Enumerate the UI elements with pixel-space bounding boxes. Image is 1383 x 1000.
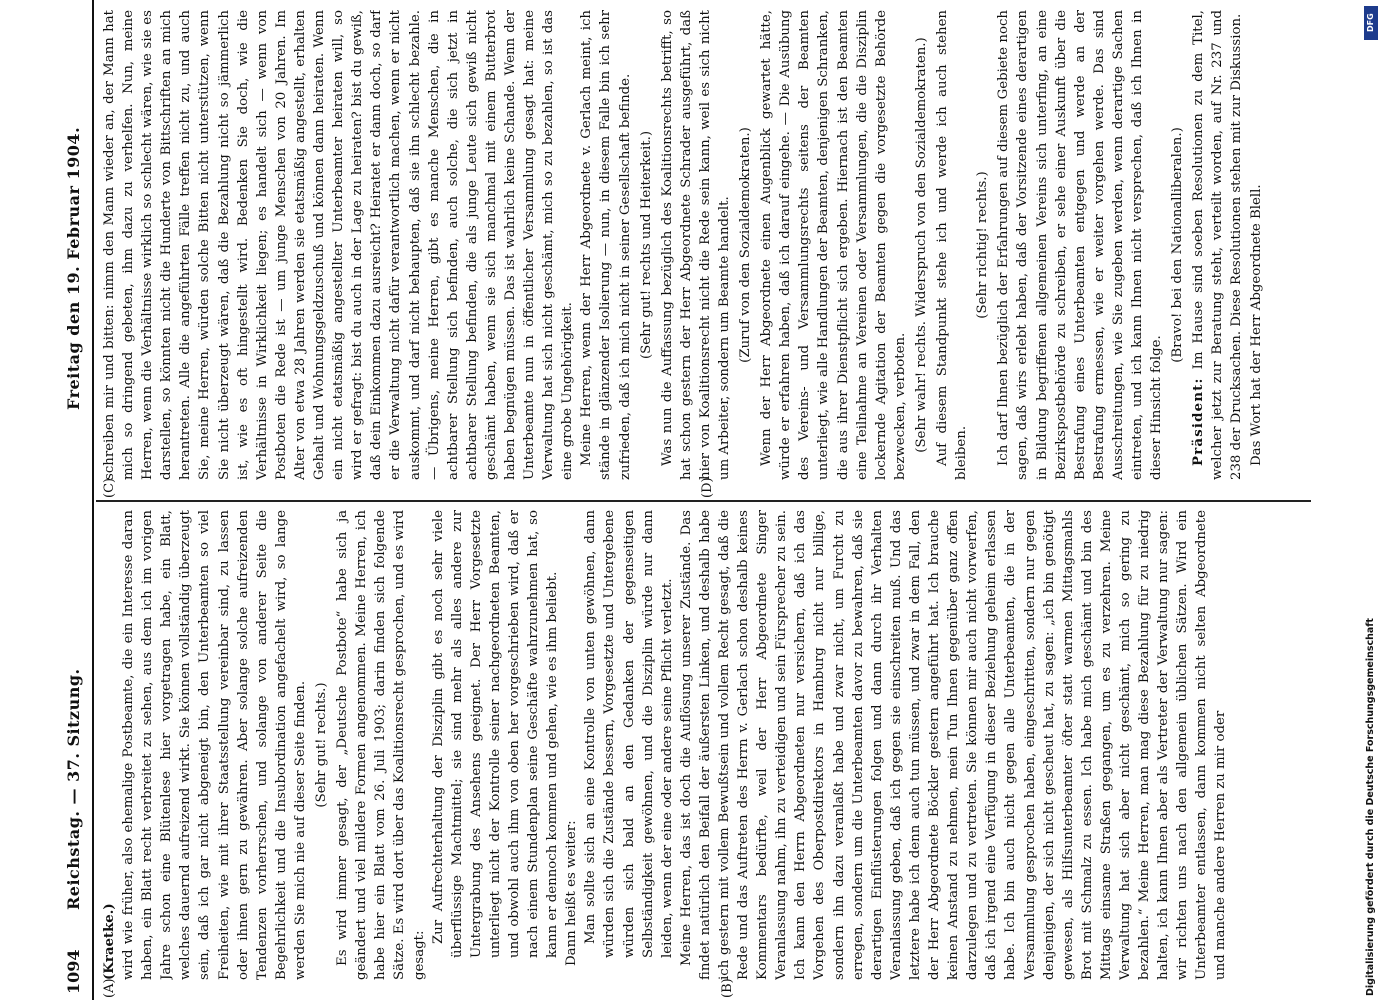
left-column [100,510,1310,980]
reaction: (Sehr wahr! rechts. Widerspruch von den Sozialdemokraten.) [913,37,929,453]
reaction: (Bravo! bei den Nationalliberalen.) [1170,127,1186,363]
header-rule [92,0,94,1000]
right-column [100,10,1310,480]
dfg-logo: DFG [1364,6,1378,40]
paragraph: Was nun die Auffassung bezüglich des Koalitionsrechts betrifft, so hat schon gestern der Herr Abgeordnete Schrader ausgeführt, daß hier von Koalitionsrecht nicht die Rede sein kann, weil es sich nicht um Arbeiter, sondern um Beamte handelt. [659,10,732,480]
paragraph: Es wird immer gesagt, der „Deutsche Postbote“ habe sich ja geändert und viel mildere Formen angenommen. Meine Herren, ich habe hier ein Blatt vom 26. Juli 1903; darin finden sich folgende Sätze. Es wird dort über das Koalitionsrecht gesprochen, und es wird gesagt: [335,510,427,980]
paragraph: Ich darf Ihnen bezüglich der Erfahrungen auf diesem Gebiete noch sagen, daß wirs erlebt haben, daß der Vorsitzende eines derartigen in Bildung begriffenen allgemeinen Vereins sich unterfing, an eine Bezirkspostbehörde zu schreiben, er sehe einer Auskunft über die Bestrafung eines Unterbeamten entgegen und werde an der Bestrafung ermessen, wie er weiter vorgehen werde. Das sind Ausschreitungen, wie Sie zugeben werden, wenn derartige Sachen eintreten, und ich kann Ihnen nicht versprechen, daß ich Ihnen in dieser Hinsicht folge. [996,10,1165,480]
page-number: 1094 [64,949,83,994]
paragraph: Wenn der Herr Abgeordnete einen Augenblick gewartet hätte, würde er erfahren haben, daß ich darauf eingehe. — Die Ausübung des Vereins- und Versammlungsrechts seitens der Beamten unterliegt, wie alle Handlungen der Beamten, denjenigen Schranken, die aus ihrer Dienstpflicht sich ergeben. Hiernach ist den Beamten eine Teilnahme an Vereinen oder Versammlungen, die die Disziplin lockernde Agitation der Beamten gegen die vorgesetzte Behörde bezwecken, verboten. [759,10,908,480]
digitization-text: Digitalisierung gefördert durch die Deutsche Forschungsgemeinschaft [1365,618,1376,996]
column-divider [96,500,1311,502]
paragraph: Dann heißt es weiter: [564,820,580,966]
paragraph: Auf diesem Standpunkt stehe ich und werde ich auch stehen bleiben. [935,10,970,480]
margin-letter-c: (C) [102,477,117,498]
president-label: Präsident: [1191,377,1207,466]
reaction: (Zuruf von den Sozialdemokraten.) [738,127,754,363]
margin-letter-b: (B) [720,978,735,998]
paragraph: schreiben mir und bitten: nimm den Mann wieder an, der Mann hat mich so dringend gebeten, ihm dazu zu verhelfen. Nun, meine Herren, wenn die Verhältnisse wirklich so schlecht wären, wie sie es darstellen, so könnten nicht die Hunderte von Bittschriften an mich herantreten. Alle die angeführten Fälle treffen nicht zu, und auch Sie, meine Herren, würden solche Bitten nicht unterstützen, wenn Sie nicht überzeugt wären, daß die Bezahlung nicht so jämmerlich ist, wie es oft hingestellt wird. Bedenken Sie doch, wie die Verhältnisse in Wirklichkeit liegen; es handelt sich — wenn von Postboten die Rede ist — um junge Menschen von 20 Jahren. Im Alter von etwa 28 Jahren werden sie etatsmäßig angestellt, erhalten Gehalt und Wohnungsgeldzuschuß und können dann heiraten. Wenn ein nicht etatsmäßig angestellter Unterbeamter heiraten will, so wird er gefragt: bist du auch in der Lage zu heiraten? bist du gewiß, daß dein Einkommen dazu ausreicht? Heiratet er dann doch, so darf er die Verwaltung nicht dafür verantwortlich machen, wenn er nicht auskommt, und darf nicht behaupten, daß sie ihn schlecht bezahle. — Übrigens, meine Herren, gibt es manche Menschen, die in achtbarer Stellung sich befinden, auch solche, die sich jetzt in achtbarer Stellung befinden, die als junge Leute sich gewiß nicht geschämt haben, wenn sie sich manchmal mit einem Butterbrot haben begnügen müssen. Das ist wahrlich keine Schande. Wenn der Unterbeamte nun in öffentlicher Versammlung gesagt hat: meine Verwaltung hat sich nicht geschämt, mich so zu bezahlen, so ist das eine grobe Ungehörigkeit. [102,10,576,480]
quote: Zur Aufrechterhaltung der Disziplin gibt es noch sehr viele überflüssige Machtmittel; sie sind mehr als alles andere zur Untergrabung des Ansehens geeignet. Der Herr Vorgesetzte unterliegt nicht der Kontrolle seiner nachgeordneten Beamten, und obwohl auch ihm von oben her vorgeschrieben wird, daß er nach einem Stundenplan seine Geschäfte wahrzunehmen hat, so kann er dennoch kommen und gehen, wie es ihm beliebt. [430,510,561,958]
paragraph: Das Wort hat der Herr Abgeordnete Blell. [1248,184,1264,466]
president-paragraph [1189,10,1246,480]
reaction: (Sehr gut! rechts.) [314,682,330,808]
reaction: (Sehr gut! rechts und Heiterkeit.) [638,130,654,360]
quote: Man sollte sich an eine Kontrolle von unten gewöhnen, dann würden sich die Zustände bessern, Vorgesetzte und Untergebene würden sich bald an den Gedanken der gegenseitigen Selbständigkeit gewöhnen, und die Disziplin würde nur dann leiden, wenn der eine oder andere seine Pflicht verletzt. [583,510,675,958]
president-text: Im Hause sind soeben Resolutionen zu dem Titel, welcher jetzt zur Beratung steht, verteilt worden, auf Nr. 237 und 238 der Drucksachen. Diese Resolutionen stehen mit zur Diskussion. [1191,10,1245,480]
margin-letter-d: (D) [700,477,715,498]
paragraph: wird wie früher, also ehemalige Postbeamte, die ein Interesse daran haben, ein Blatt recht verbreitet zu sehen, aus dem ich im vorigen Jahre schon eine Blütenlese hier vorgetragen habe, ein Blatt, welches dauernd aufreizend wirkt. Sie können vollständig überzeugt sein, daß ich gar nicht abgeneigt bin, den Unterbeamten so viel Freiheiten, wie mit ihrer Staatsstellung vereinbar sind, zu lassen oder ihnen gern zu gewähren. Aber solange solche aufreizenden Tendenzen vorherrschen, und solange von anderer Seite die Begehrlichkeit und die Insubordination angefachelt wird, so lange werden Sie mich nie auf dieser Seite finden. [121,510,308,980]
header-session: Reichstag. — 37. Sitzung. [64,668,83,910]
paragraph: Meine Herren, wenn der Herr Abgeordnete v. Gerlach meint, ich stände in glänzender Isolierung — nun, in diesem Falle bin ich sehr zufrieden, daß ich mich nicht in seiner Gesellschaft befinde. [579,10,633,480]
paragraph: Meine Herren, das ist doch die Auflösung unserer Zustände. Das findet natürlich den Beifall der äußersten Linken, und deshalb habe ich gestern mit vollem Bewußtsein und vollem Recht gesagt, daß die Rede und das Auftreten des Herrn v. Gerlach schon deshalb keines Kommentars bedürfte, weil der Herr Abgeordnete Singer Veranlassung nahm, ihn zu verteidigen und sein Fürsprecher zu sein. Ich kann den Herrn Abgeordneten nur versichern, daß ich das Vorgehen des Oberpostdirektors in Hamburg nicht nur billige, sondern ihn dazu veranlaßt habe und zwar nicht, um Furcht zu erregen, sondern um die Unterbeamten davor zu bewahren, daß sie derartigen Einflüsterungen folgen und dann durch ihr Verhalten Veranlassung geben, daß ich gegen sie einschreiten muß. Und das letztere habe ich denn auch tun müssen, und zwar in dem Fall, den der Herr Abgeordnete Böckler gestern angeführt hat. Ich brauche keinen Anstand zu nehmen, mein Tun Ihnen gegenüber ganz offen darzulegen und zu vertreten. Sie können mir auch nicht vorwerfen, daß ich irgend eine Verfügung in dieser Beziehung geheim erlassen habe. Ich bin auch nicht gegen alle Unterbeamten, die in der Versammlung gesprochen haben, eingeschritten, sondern nur gegen denjenigen, der sich nicht gescheut hat, zu sagen: „ich bin genötigt gewesen, als Hilfsunterbeamter öfter statt warmen Mittagsmahls Brot mit Schmalz zu essen. Ich habe mich geschämt und bin des Mittags einsame Straßen gegangen, um es zu verzehren. Meine Verwaltung hat sich aber nicht geschämt, mich so gering zu bezahlen.“ Meine Herren, man mag diese Bezahlung für zu niedrig halten, ich kann Ihnen aber als Vertreter der Verwaltung nur sagen: wir richten uns nach den allgemein üblichen Sätzen. Wird ein Unterbeamter entlassen, dann kommen nicht selten Abgeordnete und manche andere Herren zu mir oder [678,510,1229,980]
reaction: (Sehr richtig! rechts.) [975,171,991,319]
speaker-tag: (Kraetke.) [102,903,117,980]
header-date: Freitag den 19. Februar 1904. [64,126,83,410]
digitization-note [1364,6,1378,996]
page-header [64,0,90,1000]
margin-letter-a: (A) [102,978,117,998]
